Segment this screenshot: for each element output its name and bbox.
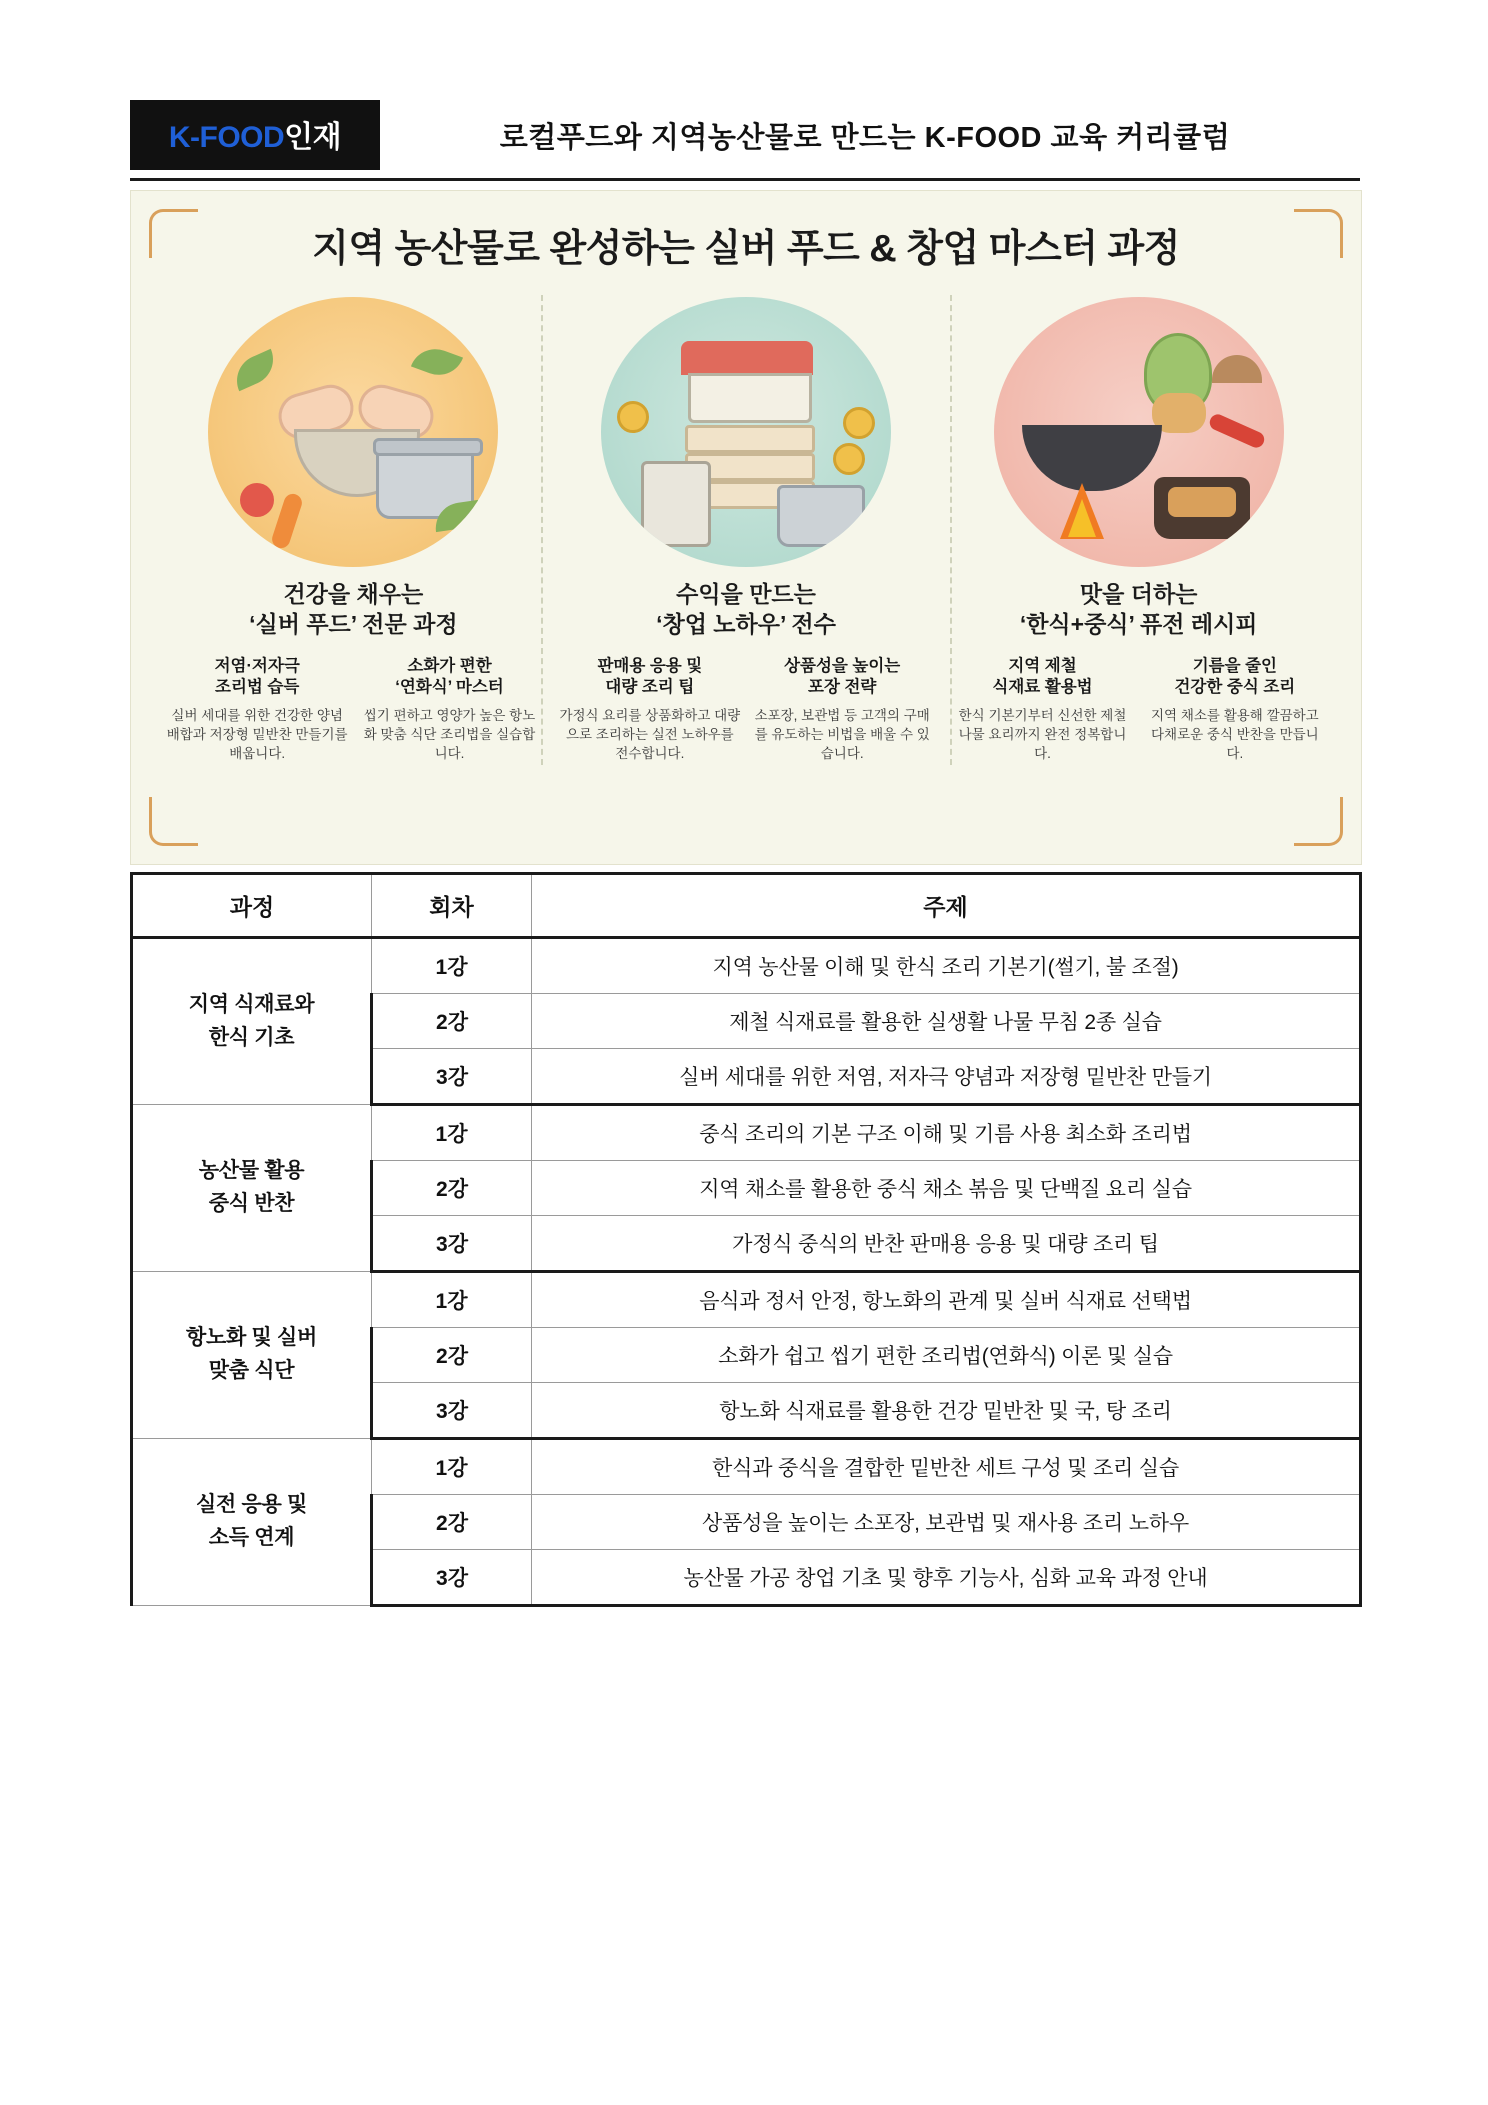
poster-column-heading <box>1020 579 1258 640</box>
poster-feature-desc: 소포장, 보관법 등 고객의 구매를 유도하는 비법을 배울 수 있습니다. <box>754 707 930 761</box>
page-title: 로컬푸드와 지역농산물로 만드는 K-FOOD 교육 커리큘럼 <box>499 121 1231 154</box>
mushroom-icon <box>1212 355 1262 383</box>
poster-feature-title <box>750 656 934 699</box>
poster-feature-title <box>357 656 541 699</box>
table-row <box>132 938 1361 994</box>
poster-feature-title-line2: 식재료 활용법 <box>992 678 1093 697</box>
session-cell: 2강 <box>372 1161 532 1216</box>
brand-badge <box>130 100 380 170</box>
column-header-topic: 주제 <box>532 874 1361 938</box>
poster-feature-title-line1: 소화가 편한 <box>407 656 492 675</box>
session-cell: 2강 <box>372 1495 532 1550</box>
poster-feature-desc: 실버 세대를 위한 건강한 양념 배합과 저장형 밑반찬 만들기를 배웁니다. <box>166 707 348 761</box>
session-cell: 3강 <box>372 1383 532 1439</box>
brand-badge-prefix: K-FOOD <box>168 121 285 154</box>
store-packaging-illustration-icon <box>601 297 891 567</box>
poster-column-startup <box>550 287 943 848</box>
session-cell: 1강 <box>372 1439 532 1495</box>
coin-icon <box>843 407 875 439</box>
course-line1: 농산물 활용 <box>198 1159 305 1183</box>
poster-feature-title-line1: 저염·저자극 <box>214 656 300 675</box>
poster-column-silver-food <box>157 287 550 848</box>
poster-column-heading-line1: 건강을 채우는 <box>283 581 424 607</box>
poster-feature-desc: 한식 기본기부터 신선한 제철 나물 요리까지 완전 정복합니다. <box>958 707 1127 761</box>
poster-column-heading <box>249 579 457 640</box>
curriculum-table-wrapper <box>130 872 1362 1607</box>
curriculum-table <box>130 872 1362 1607</box>
pot-icon <box>777 485 865 547</box>
poster-feature <box>1143 656 1327 763</box>
topic-cell: 항노화 식재료를 활용한 건강 밑반찬 및 국, 탕 조리 <box>532 1383 1361 1439</box>
poster-column-fusion <box>942 287 1335 848</box>
session-cell: 2강 <box>372 994 532 1049</box>
topic-cell: 지역 채소를 활용한 중식 채소 볶음 및 단백질 요리 실습 <box>532 1161 1361 1216</box>
topic-cell: 가정식 중식의 반찬 판매용 응용 및 대량 조리 팁 <box>532 1216 1361 1272</box>
table-body <box>132 938 1361 1606</box>
document-header <box>130 100 1360 181</box>
course-line1: 실전 응용 및 <box>196 1493 307 1517</box>
poster-column-heading-line1: 맛을 더하는 <box>1079 581 1198 607</box>
table-header-row <box>132 874 1361 938</box>
topic-cell: 제철 식재료를 활용한 실생활 나물 무침 2종 실습 <box>532 994 1361 1049</box>
poster-feature-title-line1: 판매용 응용 및 <box>597 656 703 675</box>
poster-feature-title-line2: 조리법 습득 <box>215 678 300 697</box>
calculator-icon <box>641 461 711 547</box>
wok-ingredients-illustration-icon <box>994 297 1284 567</box>
session-cell: 3강 <box>372 1550 532 1606</box>
poster-column-items <box>550 656 943 763</box>
shop-roof-icon <box>681 341 813 375</box>
course-cell <box>132 1105 372 1272</box>
course-cell <box>132 938 372 1105</box>
column-header-course: 과정 <box>132 874 372 938</box>
carrot-icon <box>270 492 304 551</box>
poster-feature-desc: 가정식 요리를 상품화하고 대량으로 조리하는 실전 노하우를 전수합니다. <box>559 707 741 761</box>
topic-cell: 한식과 중식을 결합한 밑반찬 세트 구성 및 조리 실습 <box>532 1439 1361 1495</box>
poster-feature-title-line2: 포장 전략 <box>808 678 877 697</box>
wok-icon <box>1022 425 1162 491</box>
poster-feature-title-line2: ‘연화식’ 마스터 <box>395 678 504 697</box>
course-line2: 한식 기초 <box>208 1025 295 1049</box>
poster-feature-title-line1: 기름을 줄인 <box>1192 656 1277 675</box>
shop-building-icon <box>688 373 812 423</box>
session-cell: 3강 <box>372 1049 532 1105</box>
table-row <box>132 1105 1361 1161</box>
poster-column-items <box>942 656 1335 763</box>
topic-cell: 상품성을 높이는 소포장, 보관법 및 재사용 조리 노하우 <box>532 1495 1361 1550</box>
poster-feature-title-line2: 건강한 중식 조리 <box>1174 678 1296 697</box>
poster-feature-title <box>165 656 349 699</box>
leaf-icon <box>229 349 282 391</box>
poster-column-heading <box>656 579 836 640</box>
poster-feature <box>558 656 742 763</box>
course-line2: 소득 연계 <box>208 1526 295 1549</box>
topic-cell: 음식과 정서 안정, 항노화의 관계 및 실버 식재료 선택법 <box>532 1272 1361 1328</box>
topic-cell: 농산물 가공 창업 기초 및 향후 기능사, 심화 교육 과정 안내 <box>532 1550 1361 1606</box>
poster-column-heading-line2: ‘실버 푸드’ 전문 과정 <box>249 611 458 638</box>
session-cell: 1강 <box>372 1272 532 1328</box>
session-cell: 1강 <box>372 1105 532 1161</box>
poster-feature <box>750 656 934 763</box>
topic-cell: 소화가 쉽고 씹기 편한 조리법(연화식) 이론 및 실습 <box>532 1328 1361 1383</box>
poster-feature-desc: 씹기 편하고 영양가 높은 항노화 맞춤 식단 조리법을 실습합니다. <box>363 707 536 761</box>
poster-feature-title-line1: 상품성을 높이는 <box>784 656 901 675</box>
topic-cell: 실버 세대를 위한 저염, 저자극 양념과 저장형 밑반찬 만들기 <box>532 1049 1361 1105</box>
course-line1: 지역 식재료와 <box>188 992 315 1016</box>
chili-pepper-icon <box>1207 412 1266 450</box>
coin-icon <box>833 443 865 475</box>
poster-feature <box>357 656 541 763</box>
table-row <box>132 1272 1361 1328</box>
poster-column-items <box>157 656 550 763</box>
food-container-icon <box>685 425 815 453</box>
course-line2: 맞춤 식단 <box>208 1359 295 1382</box>
table-row <box>132 1439 1361 1495</box>
course-line1: 항노화 및 실버 <box>186 1326 317 1350</box>
poster-column-heading-line2: ‘한식+중식’ 퓨전 레시피 <box>1019 611 1258 638</box>
poster-feature-title <box>950 656 1134 699</box>
flame-icon <box>1068 499 1096 537</box>
coin-icon <box>617 401 649 433</box>
poster-columns <box>157 287 1335 848</box>
poster-feature-title <box>558 656 742 699</box>
course-poster <box>130 190 1362 865</box>
brand-badge-suffix: 인재 <box>284 121 342 154</box>
poster-feature-title-line1: 지역 제철 <box>1008 656 1077 675</box>
poster-title: 지역 농산물로 완성하는 실버 푸드 & 창업 마스터 과정 <box>312 228 1180 270</box>
tomato-icon <box>240 483 274 517</box>
session-cell: 1강 <box>372 938 532 994</box>
poster-column-heading-line2: ‘창업 노하우’ 전수 <box>656 611 836 638</box>
poster-feature-title <box>1143 656 1327 699</box>
session-cell: 3강 <box>372 1216 532 1272</box>
course-line2: 중식 반찬 <box>208 1192 295 1215</box>
column-header-session: 회차 <box>372 874 532 938</box>
cooking-illustration-icon <box>208 297 498 567</box>
topic-cell: 지역 농산물 이해 및 한식 조리 기본기(썰기, 불 조절) <box>532 938 1361 994</box>
topic-cell: 중식 조리의 기본 구조 이해 및 기름 사용 최소화 조리법 <box>532 1105 1361 1161</box>
poster-feature <box>165 656 349 763</box>
session-cell: 2강 <box>372 1328 532 1383</box>
poster-feature <box>950 656 1134 763</box>
course-cell <box>132 1439 372 1606</box>
poster-feature-desc: 지역 채소를 활용해 깔끔하고 다채로운 중식 반찬을 만듭니다. <box>1150 707 1319 761</box>
stone-pot-icon <box>1154 477 1250 539</box>
poster-feature-title-line2: 대량 조리 팁 <box>605 678 695 697</box>
table-header <box>132 874 1361 938</box>
poster-column-heading-line1: 수익을 만드는 <box>676 581 816 607</box>
course-cell <box>132 1272 372 1439</box>
leaf-icon <box>411 342 463 382</box>
